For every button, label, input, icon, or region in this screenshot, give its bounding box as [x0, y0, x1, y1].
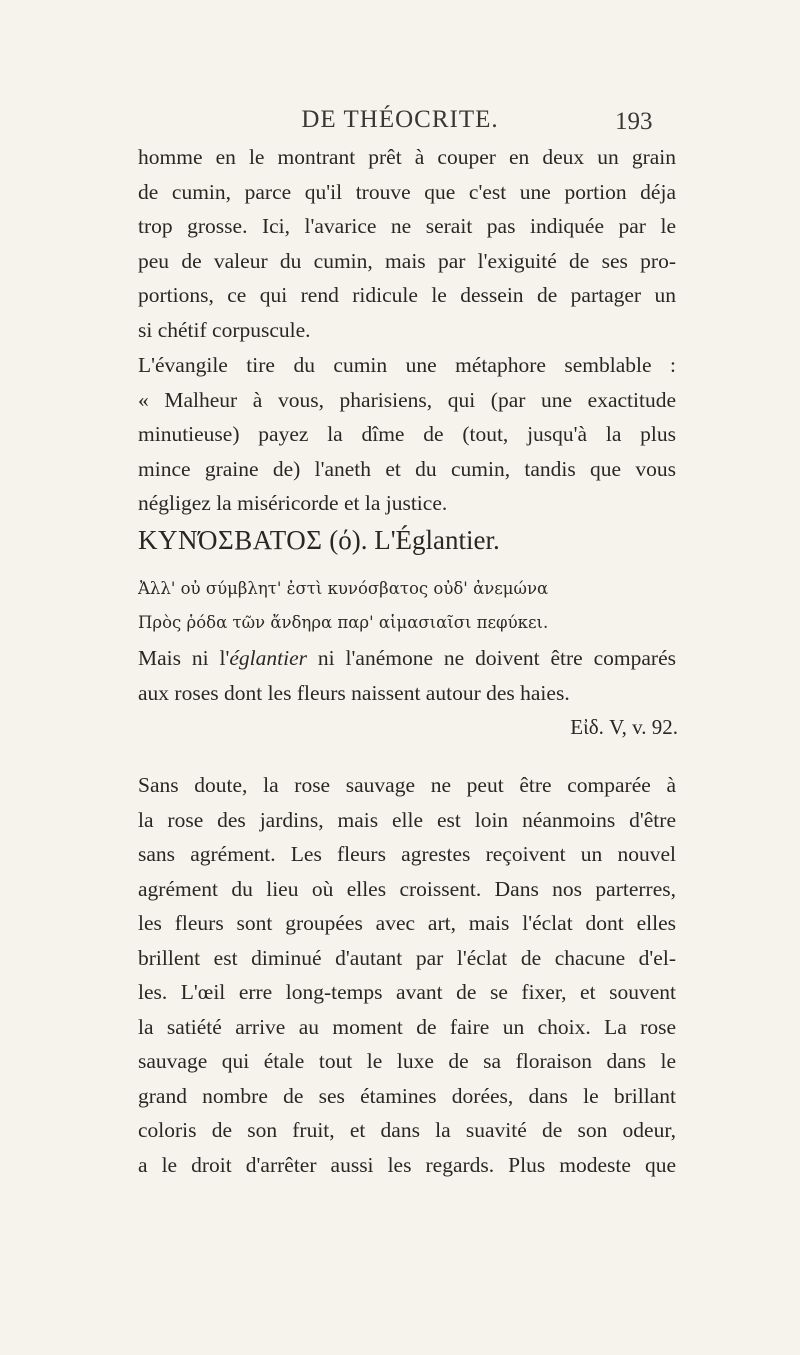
- paragraph-wild-rose: [138, 768, 676, 1182]
- running-title: DE THÉOCRITE.: [301, 106, 499, 133]
- text-line: si chétif corpuscule.: [138, 317, 311, 342]
- text-line: les fleurs sont groupées avec art, mais l'éclat dont elles: [138, 911, 676, 935]
- text-line: grand nombre de ses étamines dorées, dans le brillant: [138, 1083, 676, 1108]
- text-line: minutieuse) payez la dîme de (tout, jusqu'à la plus: [138, 422, 676, 446]
- text-line: peu de valeur du cumin, mais par l'exiguité de ses pro-: [138, 248, 676, 273]
- section-french-title: L'Églantier.: [374, 525, 500, 555]
- translation-prefix: Mais ni l': [138, 646, 230, 670]
- text-line: L'évangile tire du cumin une métaphore semblable :: [138, 353, 676, 377]
- translation-emphasis: églantier: [229, 646, 308, 670]
- text-line: brillent est diminué d'autant par l'éclat de chacune d'el-: [138, 945, 676, 970]
- verse-translation: [138, 641, 676, 710]
- translation-line: aux roses dont les fleurs naissent autour des haies.: [138, 680, 570, 705]
- text-line: coloris de son fruit, et dans la suavité de son odeur,: [138, 1118, 676, 1142]
- translation-rest: ni l'anémone ne doivent être comparés: [307, 646, 676, 670]
- text-line: les. L'œil erre long-temps avant de se fixer, et souvent: [138, 980, 676, 1004]
- text-line: Sans doute, la rose sauvage ne peut être comparée à: [138, 773, 676, 797]
- text-line: la satiété arrive au moment de faire un choix. La rose: [138, 1014, 676, 1039]
- text-line: homme en le montrant prêt à couper en deux un grain: [138, 145, 676, 169]
- text-line: négligez la miséricorde et la justice.: [138, 491, 448, 515]
- greek-verse-line: Πρὸς ῥόδα τῶν ἄνδηρα παρ' αἱμασιαῖσι πεφύκει.: [138, 613, 549, 632]
- text-line: a le droit d'arrêter aussi les regards. Plus modeste que: [138, 1152, 676, 1177]
- text-line: « Malheur à vous, pharisiens, qui (par une exactitude: [138, 387, 676, 412]
- paragraph-cumin-avarice: [138, 140, 676, 347]
- text-line: sauvage qui étale tout le luxe de sa floraison dans le: [138, 1049, 676, 1073]
- text-line: sans agrément. Les fleurs agrestes reçoivent un nouvel: [138, 842, 676, 866]
- translation-line: [138, 641, 676, 676]
- greek-verse-line: Ἀλλ' οὐ σύμβλητ' ἐστὶ κυνόσβατος οὐδ' ἀνεμώνα: [138, 579, 549, 598]
- paragraph-gospel-metaphor: [138, 348, 676, 521]
- verse-citation: Εἰδ. V, v. 92.: [570, 715, 678, 739]
- text-line: trop grosse. Ici, l'avarice ne serait pas indiquée par le: [138, 214, 676, 238]
- text-line: agrément du lieu où elles croissent. Dans nos parterres,: [138, 876, 676, 901]
- section-heading: [138, 522, 676, 558]
- text-line: de cumin, parce qu'il trouve que c'est une portion déja: [138, 179, 676, 204]
- text-line: mince graine de) l'aneth et du cumin, tandis que vous: [138, 456, 676, 481]
- page-number: 193: [615, 108, 653, 135]
- text-line: portions, ce qui rend ridicule le dessein de partager un: [138, 283, 676, 307]
- footnote-reference: (ό).: [329, 525, 368, 555]
- section-greek-title: ΚΥΝΌΣΒΑΤΟΣ: [138, 525, 323, 555]
- text-line: la rose des jardins, mais elle est loin néanmoins d'être: [138, 807, 676, 832]
